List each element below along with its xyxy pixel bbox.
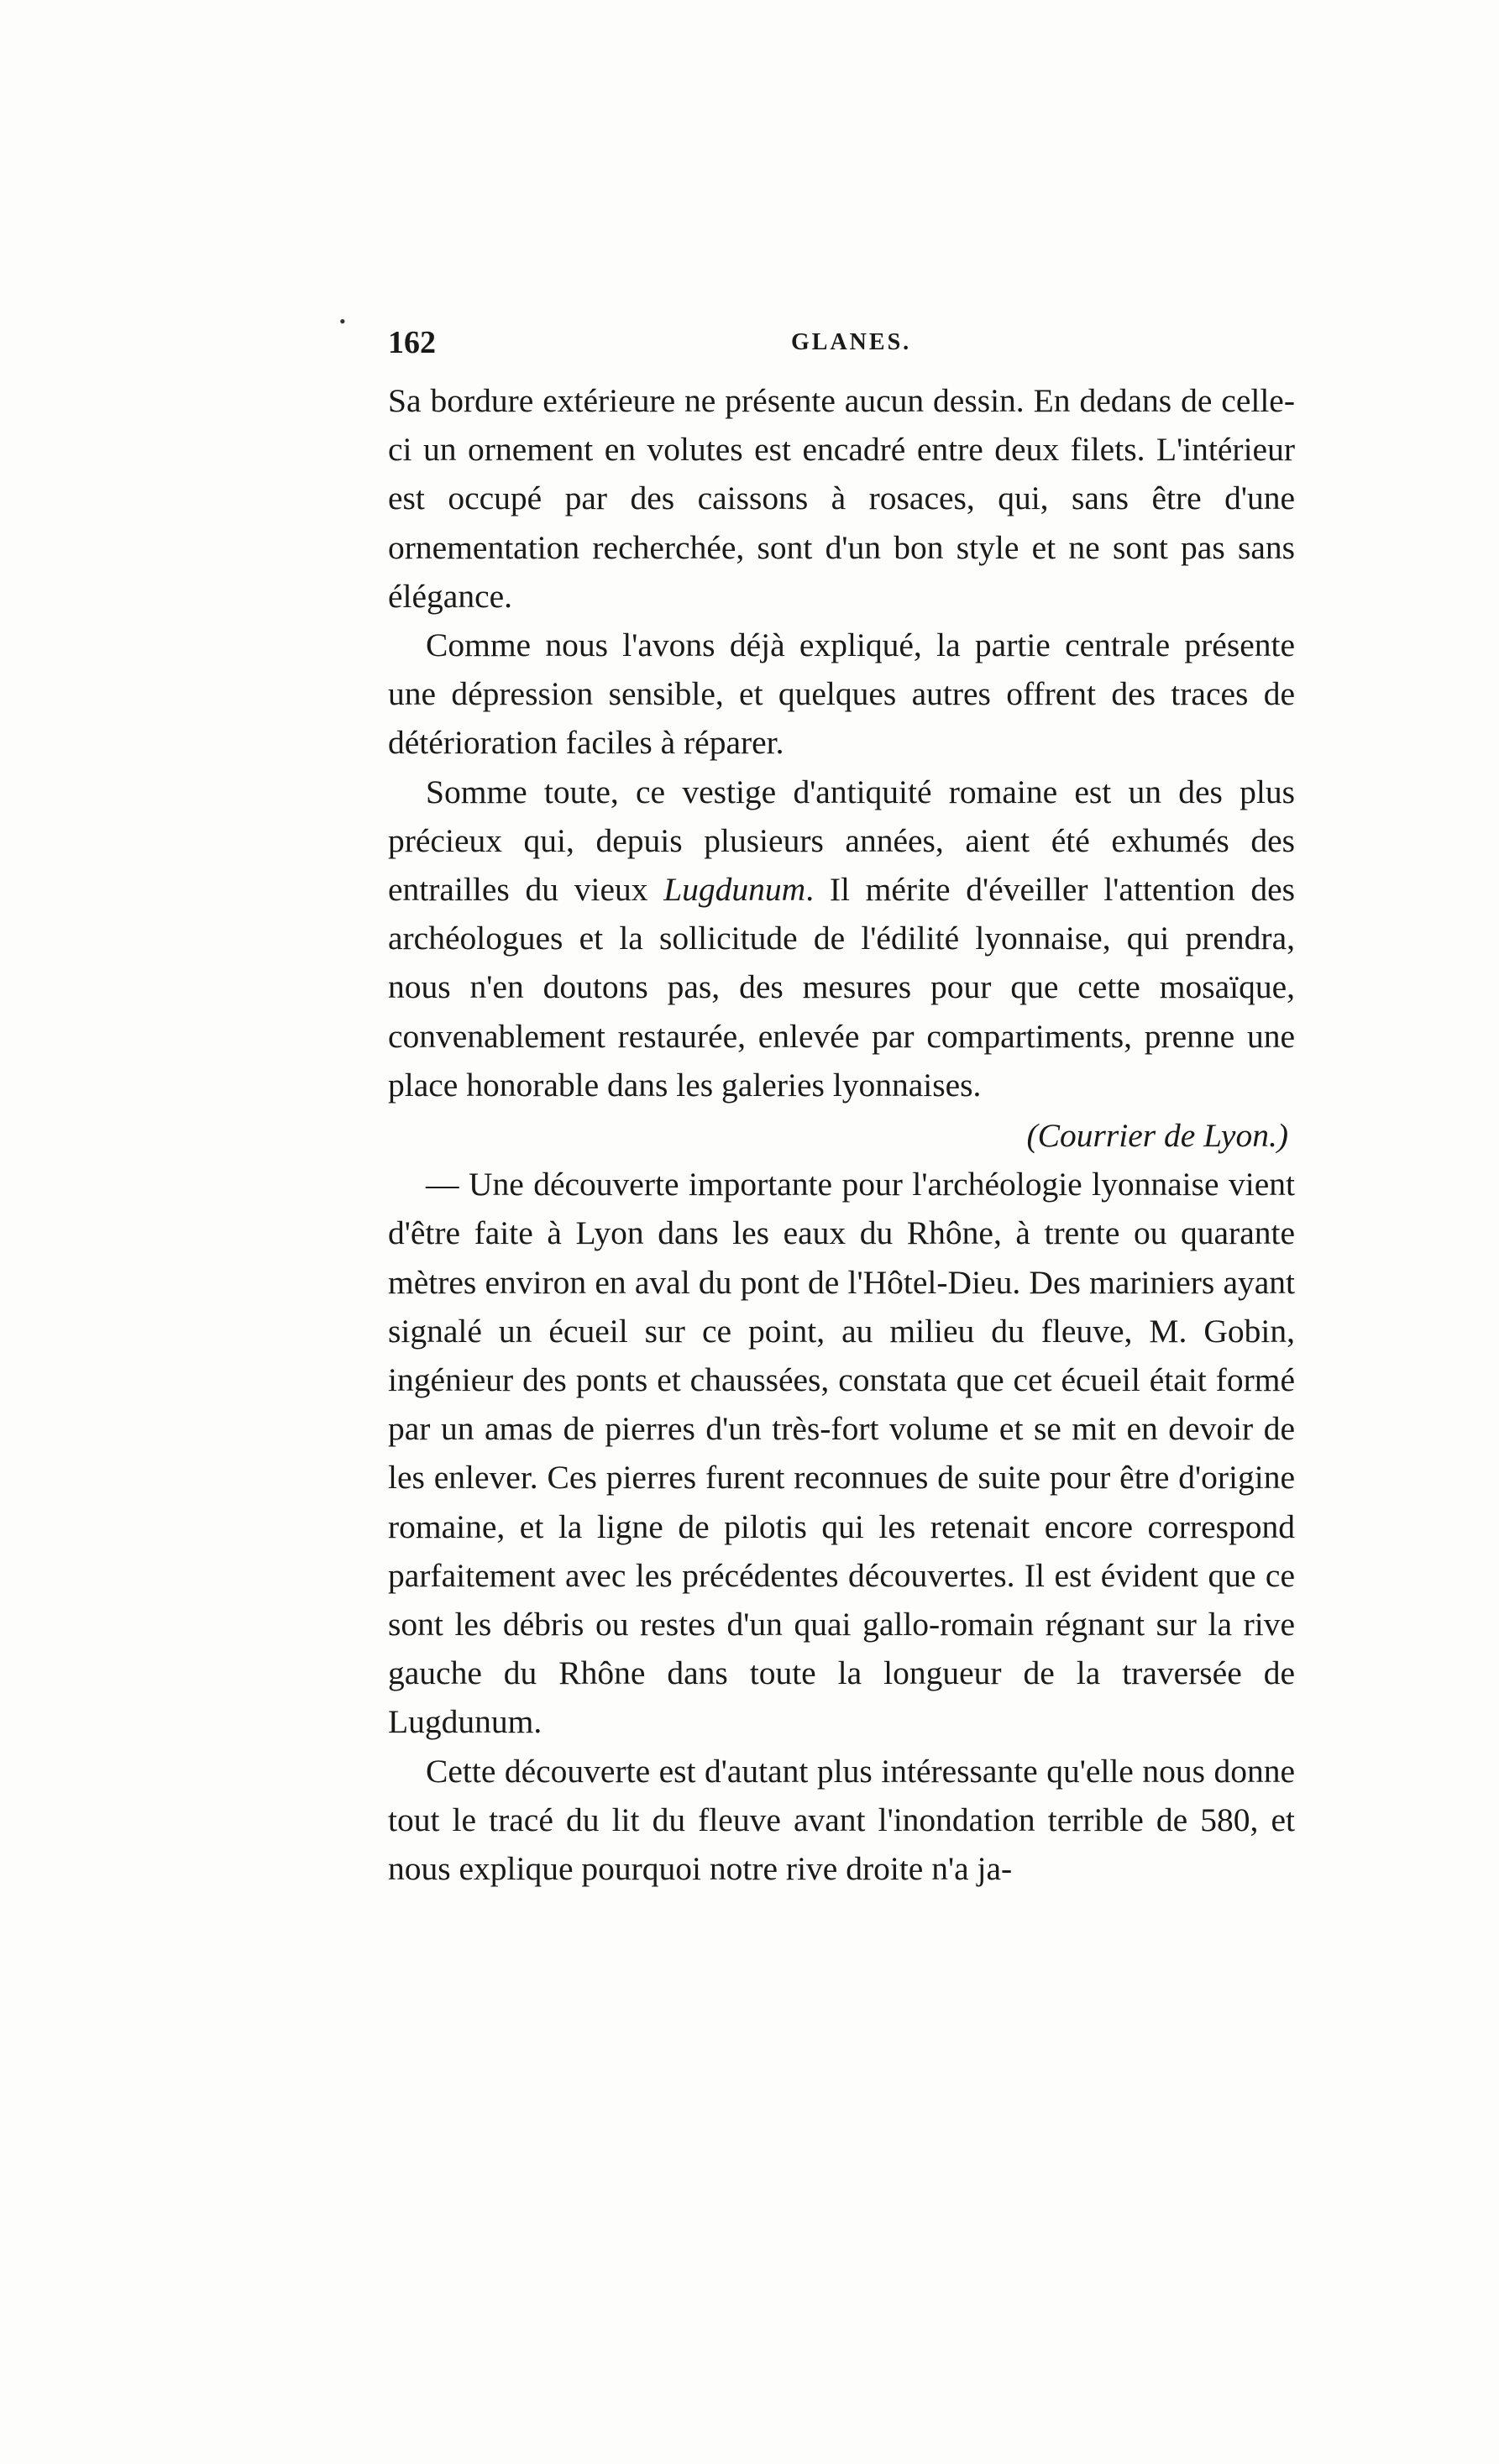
body-text [388,376,1295,1893]
attribution-open-paren: ( [1026,1117,1038,1155]
attribution-close-paren: ) [1276,1117,1288,1155]
running-title: GLANES. [791,329,912,355]
page-header [388,324,1295,366]
page-number: 162 [388,325,436,360]
lugdunum-italic: Lugdunum [663,871,806,909]
paragraph-3 [388,768,1295,1109]
paragraph-2: Comme nous l'avons déjà expliqué, la partie centrale présente une dépression sensible, et quelques autres offrent des traces de détérioration faciles à réparer. [388,626,1295,762]
paragraph-4: — Une découverte importante pour l'archéologie lyonnaise vient d'être faite à Lyon dans les eaux du Rhône, à trente ou quarante mètres environ en aval du pont de l'Hôtel-Dieu. Des mariniers ayant signalé un écueil sur ce point, au milieu du fleuve, M. Gobin, ingénieur des ponts et chaussées, constata que cet écueil était formé par un amas de pierres d'un très-fort volume et se mit en devoir de les enlever. Ces pierres furent reconnues de suite pour être d'origine romaine, et la ligne de pilotis qui les retenait encore correspond parfaitement avec les précédentes découvertes. Il est évident que ce sont les débris ou restes d'un quai gallo-romain régnant sur la rive gauche du Rhône dans toute la longueur de la traversée de Lugdunum. [388,1166,1295,1741]
paragraph-1: Sa bordure extérieure ne présente aucun dessin. En dedans de celle-ci un ornement en volutes est encadré entre deux filets. L'intérieur est occupé par des caissons à rosaces, qui, sans être d'une ornementation recherchée, sont d'un bon style et ne sont pas sans élégance. [388,382,1295,615]
source-attribution [388,1111,1295,1160]
margin-dot: • [339,311,346,332]
attribution-source: Courrier de Lyon. [1037,1117,1277,1155]
paragraph-3-start: Somme toute, ce vestige d'antiquité romaine est un des plus précieux qui, depuis plusieurs années, aient été exhumés des entrailles du vieux [388,773,1295,909]
paragraph-5: Cette découverte est d'autant plus intéressante qu'elle nous donne tout le tracé du lit du fleuve avant l'inondation terrible de 580, et nous explique pourquoi notre rive droite n'a ja- [388,1752,1295,1888]
paragraph-3-end: . Il mérite d'éveiller l'attention des archéologues et la sollicitude de l'édilité lyonnaise, qui prendra, nous n'en doutons pas, des mesures pour que cette mosaïque, convenablement restaurée, enlevée par compartiments, prenne une place honorable dans les galeries lyonnaises. [388,871,1296,1104]
